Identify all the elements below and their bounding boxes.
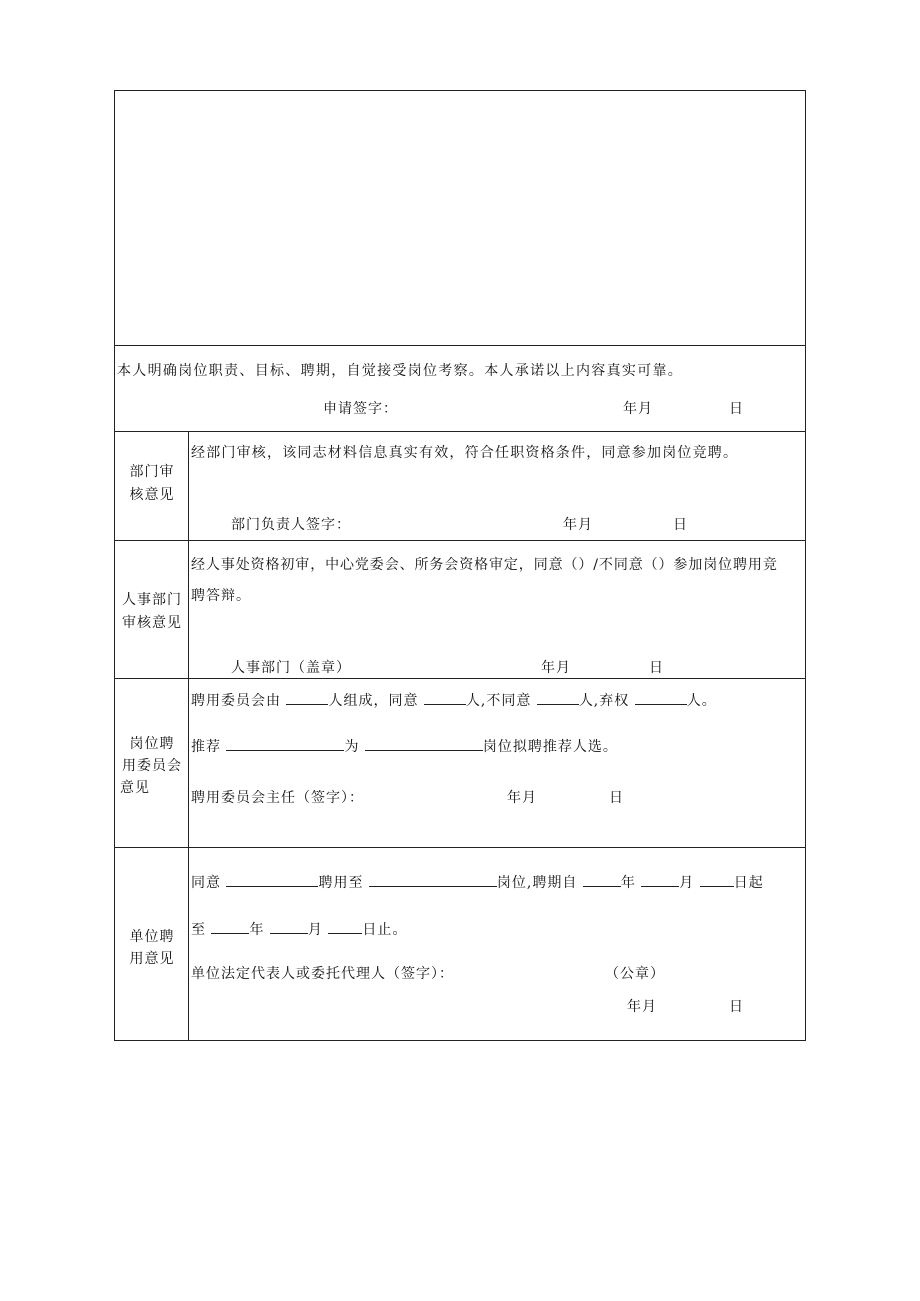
legal-rep-signature-label: 单位法定代表人或委托代理人（签字）： [191,966,454,982]
unit-date-ym: 年月 [627,999,657,1015]
committee-vote-line: 聘用委员会由 人组成，同意 人,不同意 人,弃权 人。 [191,693,717,709]
abstain-count-blank[interactable] [635,691,687,705]
end-month-blank[interactable] [270,920,308,934]
dept-review-label: 部门审 核意见 [115,432,189,540]
agree-count-blank[interactable] [424,691,466,705]
disagree-count-blank[interactable] [537,691,579,705]
committee-date-ym: 年月 [507,790,537,806]
committee-director-signature-label: 聘用委员会主任（签字）： [191,790,364,806]
application-form-table [114,90,806,1041]
dept-date-ym: 年月 [563,517,593,533]
dept-review-text: 经部门审核，该同志材料信息真实有效，符合任职资格条件，同意参加岗位竞聘。 [191,445,739,461]
hr-review-row [115,540,805,678]
applicant-date-ym: 年月 [623,401,653,417]
unit-label: 单位聘 用意见 [115,848,189,1040]
dept-head-signature-label: 部门负责人签字： [231,517,351,533]
recommended-person-blank[interactable] [226,737,344,751]
hr-date-ym: 年月 [541,660,571,676]
committee-recommend-line: 推荐 为 岗位拟聘推荐人选。 [191,739,618,755]
committee-label: 岗位聘 用委员会 意见 [115,679,189,847]
blank-content-area [115,91,805,345]
hired-person-blank[interactable] [226,873,318,887]
recommended-position-blank[interactable] [365,737,483,751]
unit-hire-line: 同意 聘用至 岗位,聘期自 年 月 日起 [191,875,764,891]
unit-row [115,847,805,1040]
start-day-blank[interactable] [700,873,734,887]
hr-review-text-line2: 聘答辩。 [191,588,251,604]
hr-review-label: 人事部门 审核意见 [115,541,189,678]
committee-row [115,678,805,847]
hired-position-blank[interactable] [369,873,497,887]
dept-review-row [115,431,805,540]
end-day-blank[interactable] [328,920,362,934]
hr-review-text-line1: 经人事处资格初审，中心党委会、所务会资格审定，同意（）/不同意（）参加岗位聘用竞 [191,557,778,573]
applicant-date-d: 日 [729,401,744,417]
applicant-signature-label: 申请签字： [323,401,398,417]
start-year-blank[interactable] [583,873,621,887]
hr-seal-label: 人事部门（盖章） [231,660,351,676]
end-year-blank[interactable] [211,920,249,934]
unit-end-line: 至 年 月 日止。 [191,922,408,938]
commitment-text: 本人明确岗位职责、目标、聘期，自觉接受岗位考察。本人承诺以上内容真实可靠。 [117,363,684,379]
committee-date-d: 日 [609,790,624,806]
commitment-row [115,345,805,431]
unit-date-d: 日 [729,999,744,1015]
official-seal-label: （公章） [605,966,665,982]
hr-date-d: 日 [649,660,664,676]
dept-date-d: 日 [673,517,688,533]
members-count-blank[interactable] [286,691,328,705]
start-month-blank[interactable] [641,873,679,887]
